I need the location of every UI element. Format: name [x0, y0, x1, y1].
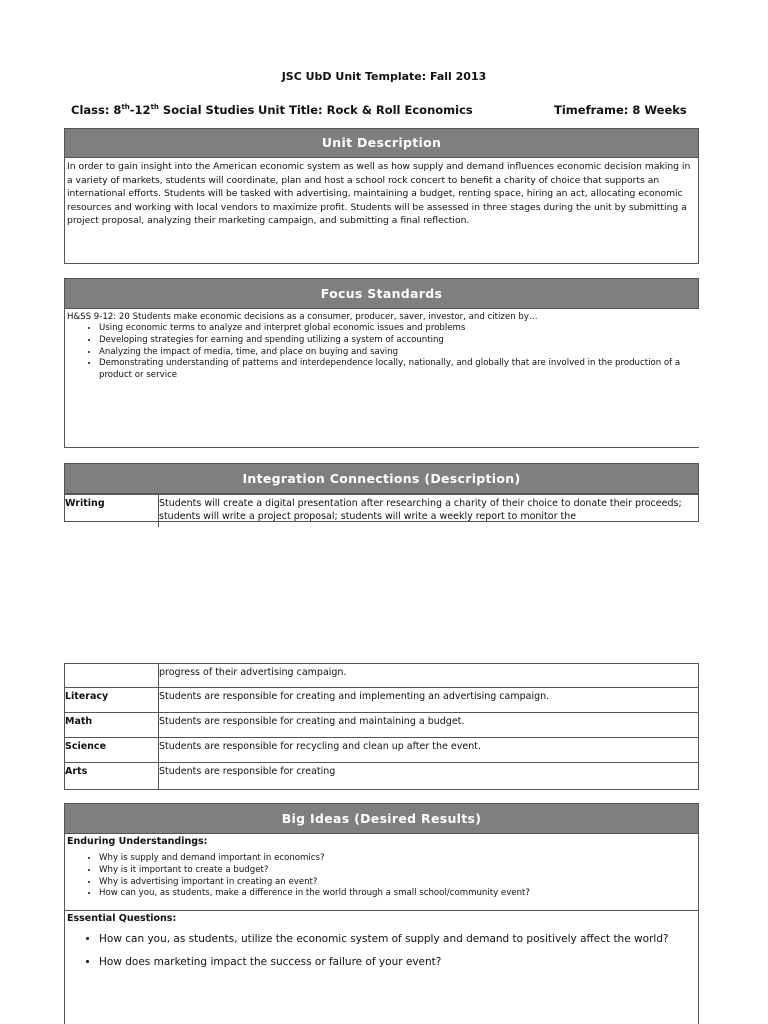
class-info: Class: 8th-12th Social Studies	[71, 103, 255, 117]
focus-standards-list	[65, 323, 699, 382]
table-row	[65, 495, 698, 528]
table-row	[65, 713, 699, 738]
table-row	[65, 664, 699, 688]
writing-label: Writing	[65, 495, 159, 528]
math-text: Students are responsible for creating and maintaining a budget.	[159, 713, 699, 738]
list-item: • Using economic terms to analyze and interpret global economic issues and problems	[99, 323, 699, 335]
essential-questions-label: Essential Questions:	[67, 913, 177, 925]
list-item: • Analyzing the impact of media, time, and place on buying and saving	[99, 347, 699, 359]
list-item: • Demonstrating understanding of patterns and interdependence locally, nationally, and globally that are involved in the production of a product or service	[99, 358, 699, 382]
writing-text-cont: progress of their advertising campaign.	[159, 664, 699, 688]
unit-description-heading: Unit Description	[65, 129, 698, 158]
timeframe: Timeframe: 8 Weeks	[554, 103, 687, 117]
big-ideas-heading: Big Ideas (Desired Results)	[65, 804, 698, 834]
focus-standards-section	[64, 278, 699, 448]
list-item: • How does marketing impact the success or failure of your event?	[99, 955, 698, 970]
writing-text: Students will create a digital presentation after researching a charity of their choice to donate their proceeds; students will write a project proposal; students will write a weekly report to monitor the	[159, 495, 699, 528]
list-item: • How can you, as students, make a difference in the world through a small school/community event?	[99, 888, 698, 900]
integration-table-top	[65, 494, 698, 527]
arts-label: Arts	[65, 763, 159, 790]
focus-standards-intro: H&SS 9-12: 20 Students make economic decisions as a consumer, producer, saver, investor, and citizen by…	[67, 312, 538, 322]
list-item: • Why is it important to create a budget?	[99, 865, 698, 877]
focus-standards-heading: Focus Standards	[65, 279, 699, 309]
list-item: • Developing strategies for earning and spending utilizing a system of accounting	[99, 335, 699, 347]
list-item: • Why is advertising important in creating an event?	[99, 877, 698, 889]
unit-description-section	[64, 128, 699, 264]
integration-table-continued	[64, 663, 699, 790]
list-item: • How can you, as students, utilize the economic system of supply and demand to positively affect the world?	[99, 932, 698, 947]
enduring-understandings-list	[65, 853, 698, 911]
table-row	[65, 763, 699, 790]
document-title: JSC UbD Unit Template: Fall 2013	[281, 70, 487, 83]
literacy-text: Students are responsible for creating and implementing an advertising campaign.	[159, 688, 699, 713]
table-row	[65, 738, 699, 763]
list-item: • Why is supply and demand important in economics?	[99, 853, 698, 865]
writing-label-cont	[65, 664, 159, 688]
integration-section	[64, 463, 699, 522]
enduring-understandings-label: Enduring Understandings:	[67, 836, 208, 847]
science-label: Science	[65, 738, 159, 763]
table-row	[65, 688, 699, 713]
integration-heading: Integration Connections (Description)	[65, 464, 698, 494]
essential-questions-list	[65, 932, 698, 970]
science-text: Students are responsible for recycling and clean up after the event.	[159, 738, 699, 763]
unit-description-text: In order to gain insight into the American economic system as well as how supply and demand influences economic decision making in a variety of markets, students will coordinate, plan and host a school rock concert to benefit a charity of choice that supports an international efforts. Students will be tasked with advertising, maintaining a budget, renting space, hiring an act, allocating economic resources and working with local vendors to maximize profit. Students will be assessed in three stages during the unit by submitting a project proposal, analyzing their marketing campaign, and submitting a final reflection.	[67, 161, 691, 227]
arts-text: Students are responsible for creating	[159, 763, 699, 790]
math-label: Math	[65, 713, 159, 738]
literacy-label: Literacy	[65, 688, 159, 713]
big-ideas-section	[64, 803, 699, 1024]
unit-title: Unit Title: Rock & Roll Economics	[258, 103, 473, 117]
